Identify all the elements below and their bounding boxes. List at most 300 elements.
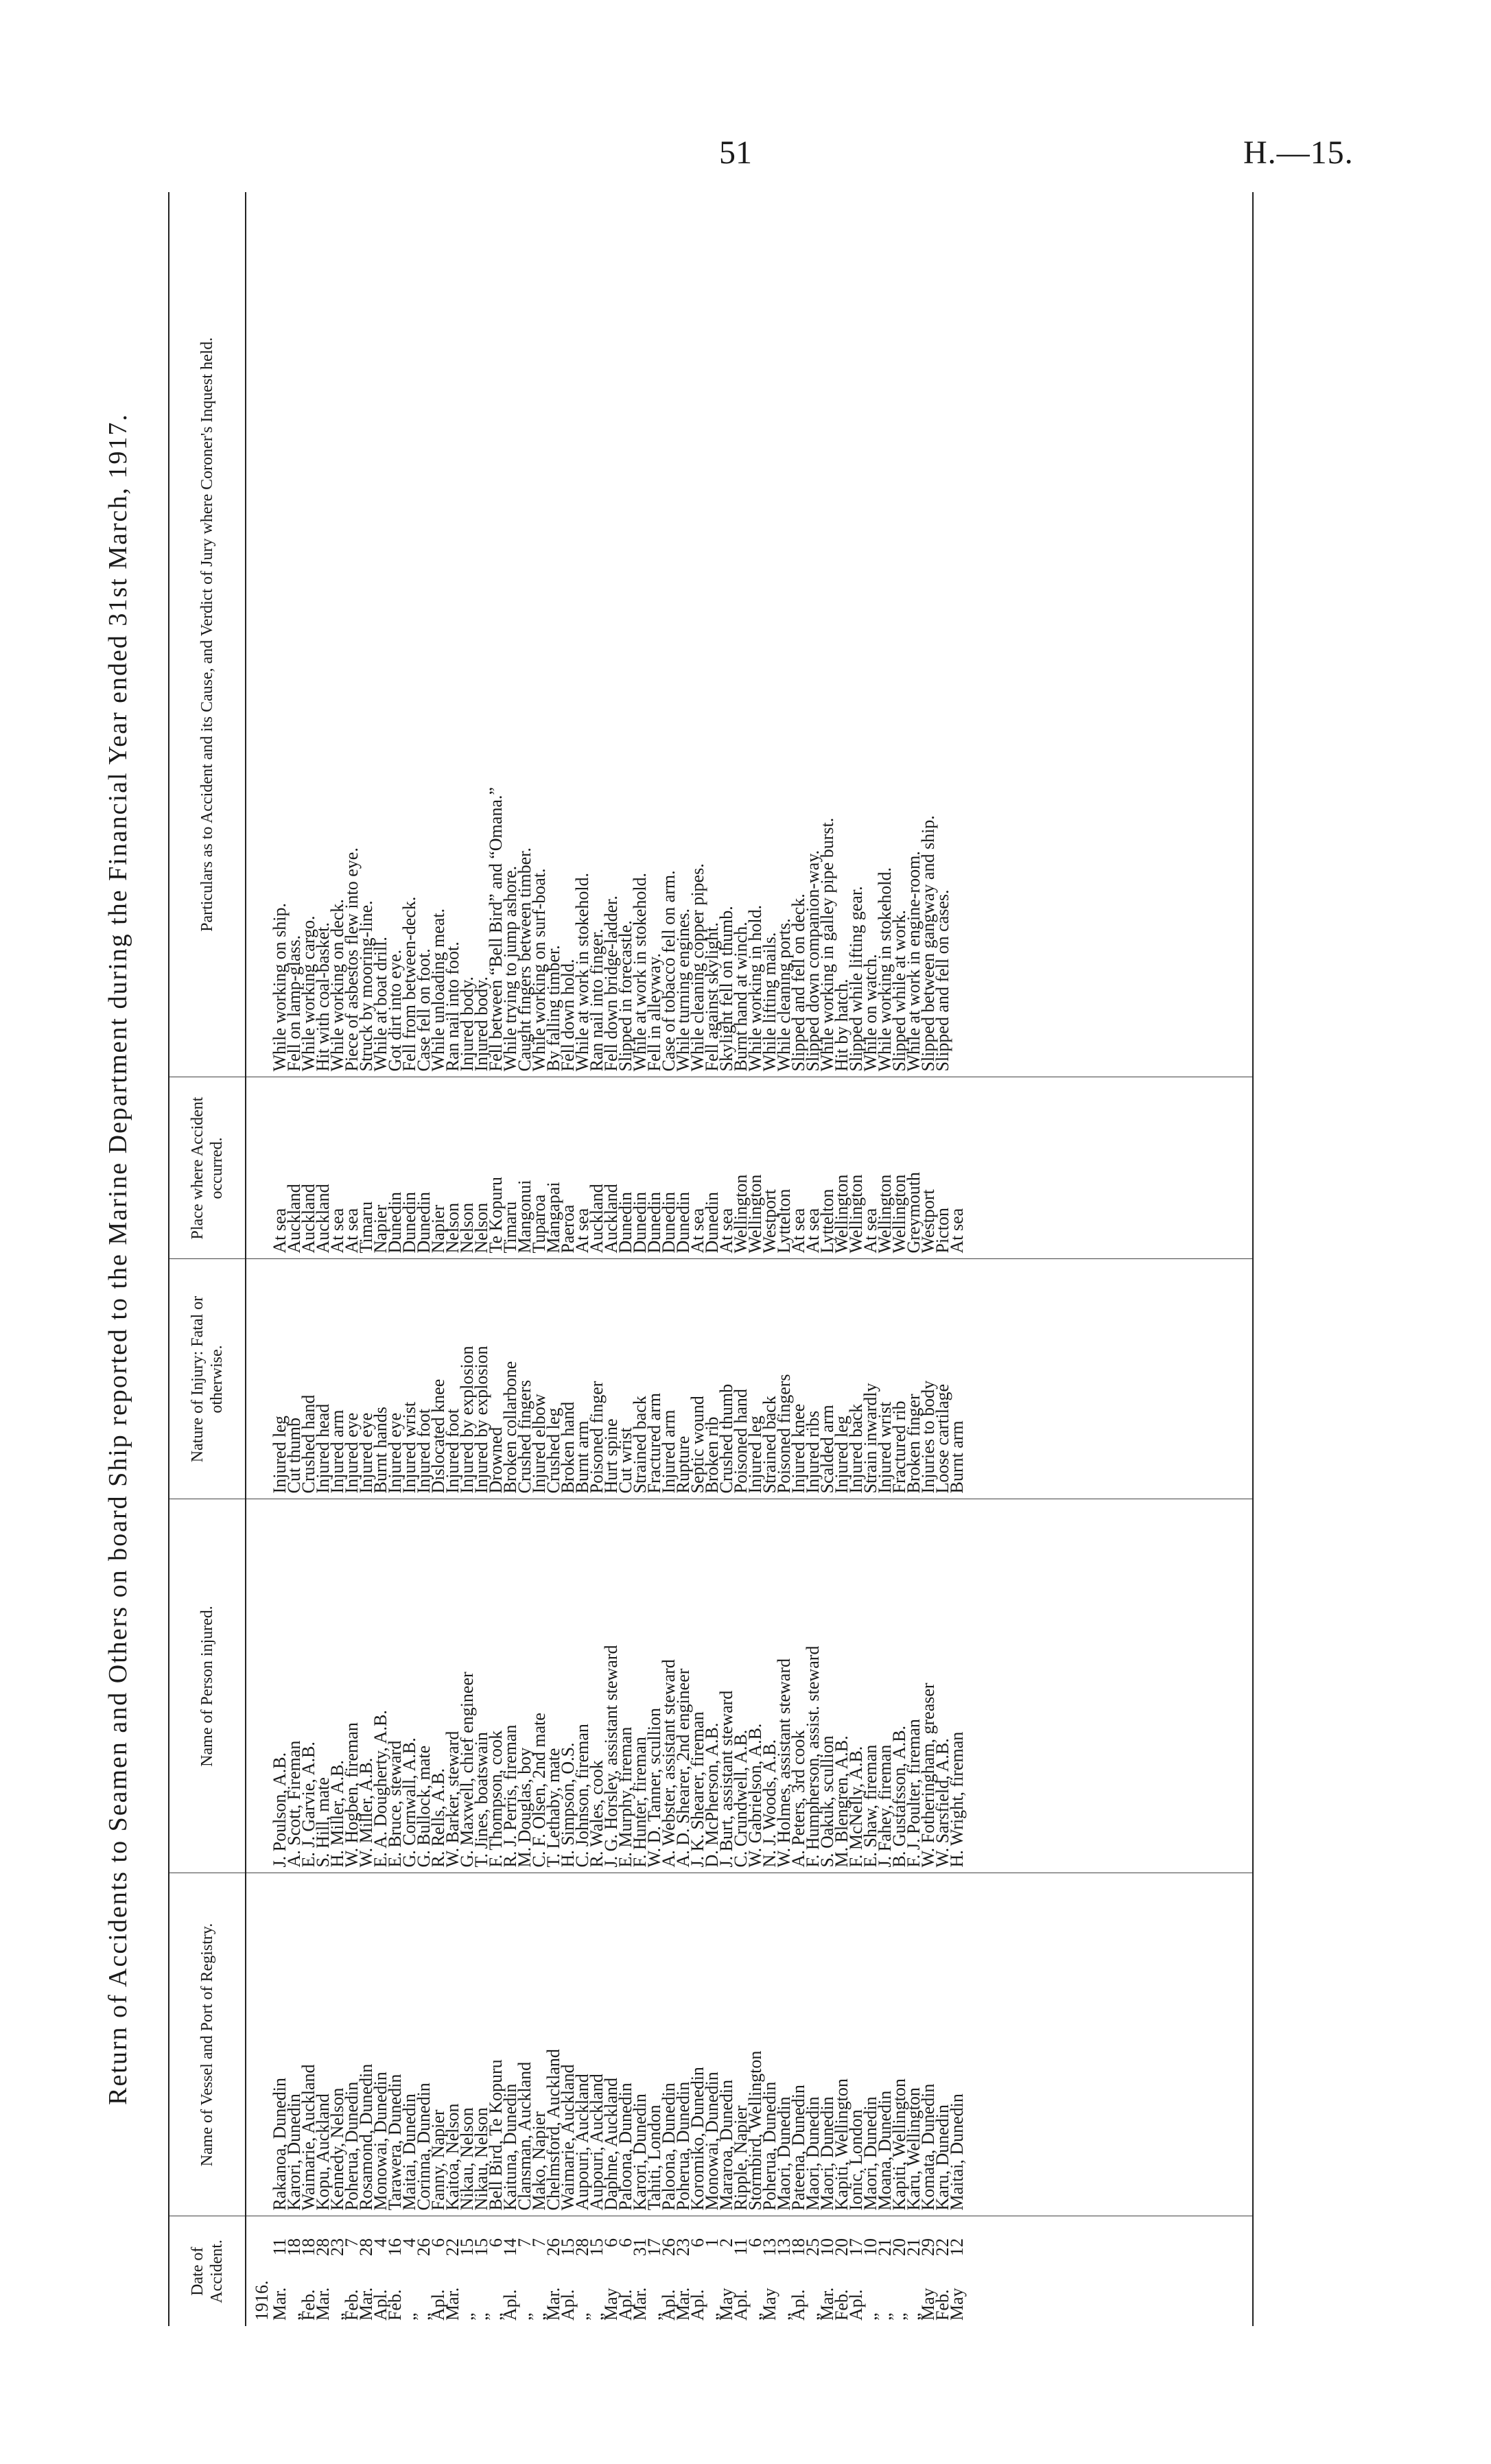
particulars-cell: While working in hold. <box>748 192 762 1077</box>
table-row <box>719 192 733 2326</box>
month-value: Apl. <box>371 2289 390 2321</box>
table-row <box>777 192 791 2326</box>
nature-cell: Drowned <box>489 1259 503 1499</box>
nature-cell: Injured eye <box>344 1259 359 1499</box>
place-cell: Dunedin <box>402 1077 416 1259</box>
table-bottom-rule <box>964 192 1253 2326</box>
particulars-cell: Hit by hatch. <box>834 192 849 1077</box>
place-cell: Greymouth <box>906 1077 921 1259</box>
table-row <box>388 192 402 2326</box>
vessel-cell: Poherua, Dunedin <box>762 1873 777 2216</box>
table-row <box>849 192 863 2326</box>
table-row <box>690 192 705 2326</box>
nature-cell: Broken collarbone <box>503 1259 517 1499</box>
person-cell: W. Barker, steward <box>445 1499 460 1873</box>
vessel-cell: Fanny, Napier <box>431 1873 445 2216</box>
page-number: 51 <box>719 134 752 171</box>
particulars-cell: Fell between “Bell Bird” and “Omana.” <box>489 192 503 1077</box>
nature-cell: Poisoned finger <box>589 1259 604 1499</box>
day-value: 18 <box>788 2238 808 2256</box>
particulars-cell: While turning engines. <box>676 192 690 1077</box>
day-value: 6 <box>486 2238 506 2247</box>
place-cell: Dunedin <box>633 1077 647 1259</box>
day-value: 28 <box>572 2238 592 2256</box>
place-cell: Tuparoa <box>532 1077 546 1259</box>
nature-cell: Cut thumb <box>287 1259 301 1499</box>
day-value: 14 <box>500 2238 520 2256</box>
person-cell: W. Fotheringham, greaser <box>921 1499 935 1873</box>
particulars-cell: While at work in stokehold. <box>575 192 589 1077</box>
nature-cell: Burnt arm <box>575 1259 589 1499</box>
vessel-cell: Kopu, Auckland <box>316 1873 330 2216</box>
nature-cell: Injured eye <box>359 1259 373 1499</box>
nature-cell: Injured foot <box>445 1259 460 1499</box>
place-cell: Dunedin <box>705 1077 719 1259</box>
month-value: „ <box>875 2312 895 2321</box>
table-row <box>416 192 431 2326</box>
day-value: 21 <box>875 2238 895 2256</box>
nature-cell: Crushed fingers <box>517 1259 532 1499</box>
table-row <box>344 192 359 2326</box>
person-cell: G. Bullock, mate <box>416 1499 431 1873</box>
table-row <box>892 192 906 2326</box>
table-row <box>359 192 373 2326</box>
day-value: 28 <box>356 2238 376 2256</box>
person-cell: C. Johnson, fireman <box>575 1499 589 1873</box>
month-value: Mar. <box>630 2287 650 2321</box>
year-row <box>246 192 272 2326</box>
rotated-return-table <box>103 192 1379 2326</box>
place-cell: Napier <box>373 1077 388 1259</box>
month-value: „ <box>904 2312 924 2321</box>
header-person: Name of Person injured. <box>169 1499 246 1873</box>
month-value: „ <box>889 2312 909 2321</box>
month-value: Apl. <box>659 2289 679 2321</box>
day-value: 16 <box>385 2238 405 2256</box>
particulars-cell: Slipped and fell on deck. <box>791 192 806 1077</box>
month-value: May <box>601 2288 621 2321</box>
day-value: 15 <box>471 2238 491 2256</box>
month-value: Apl. <box>558 2289 578 2321</box>
place-cell: Wellington <box>748 1077 762 1259</box>
table-row <box>935 192 950 2326</box>
particulars-cell: By falling timber. <box>546 192 561 1077</box>
place-cell: Wellington <box>878 1077 892 1259</box>
table-row <box>806 192 820 2326</box>
day-value: 4 <box>399 2238 419 2247</box>
month-value: Feb. <box>832 2289 852 2321</box>
particulars-cell: Slipped and fell on cases. <box>935 192 950 1077</box>
person-cell: W. Sarsfield, A.B. <box>935 1499 950 1873</box>
place-cell: Dunedin <box>618 1077 633 1259</box>
vessel-cell: Poherua, Dunedin <box>676 1873 690 2216</box>
place-cell: At sea <box>330 1077 344 1259</box>
person-cell: M. Douglas, boy <box>517 1499 532 1873</box>
page-title: Return of Accidents to Seamen and Others on board Ship reported to the Marine Department during the Financial Year ended 31st March, 1917. <box>104 413 132 2105</box>
place-cell: Wellington <box>733 1077 748 1259</box>
nature-cell: Fractured arm <box>647 1259 661 1499</box>
table-row <box>373 192 388 2326</box>
table-row <box>791 192 806 2326</box>
vessel-cell: Aupouri, Auckland <box>589 1873 604 2216</box>
vessel-cell: Kaitoa, Nelson <box>445 1873 460 2216</box>
place-cell: Nelson <box>460 1077 474 1259</box>
month-value: „ <box>572 2312 592 2321</box>
date-cell <box>947 2216 967 2326</box>
day-value: 12 <box>947 2238 967 2256</box>
day-value: 2 <box>716 2238 736 2247</box>
month-value: „ <box>414 2312 434 2321</box>
particulars-cell: Fell from between-deck. <box>402 192 416 1077</box>
month-value: Apl. <box>846 2289 866 2321</box>
vessel-cell: Maitai, Dunedin <box>402 1873 416 2216</box>
person-cell: B. Gustafsson, A.B. <box>892 1499 906 1873</box>
person-cell: C. F. Olsen, 2nd mate <box>532 1499 546 1873</box>
table-row <box>661 192 676 2326</box>
particulars-cell: While unloading meat. <box>431 192 445 1077</box>
header-date: Date of Accident. <box>169 2216 246 2326</box>
table-row <box>705 192 719 2326</box>
vessel-cell: Aupouri, Auckland <box>575 1873 589 2216</box>
table-row <box>863 192 878 2326</box>
header-place: Place where Accident occurred. <box>169 1077 246 1259</box>
particulars-cell: While at work in engine-room. <box>906 192 921 1077</box>
particulars-cell: Slipped between gangway and ship. <box>921 192 935 1077</box>
vessel-cell: Monowai, Dunedin <box>705 1873 719 2216</box>
particulars-cell: Injured body. <box>460 192 474 1077</box>
date-cell <box>399 2216 419 2326</box>
table-row <box>748 192 762 2326</box>
date-cell <box>558 2216 578 2326</box>
particulars-cell: Slipped down companion-way. <box>806 192 820 1077</box>
table-row <box>316 192 330 2326</box>
particulars-cell: Fell against skylight. <box>705 192 719 1077</box>
vessel-cell: Ripple, Napier <box>733 1873 748 2216</box>
person-cell: A. Scott, Fireman <box>287 1499 301 1873</box>
date-cell <box>788 2216 808 2326</box>
day-value: 13 <box>774 2238 794 2256</box>
header-row <box>169 192 246 2326</box>
nature-cell: Strained back <box>762 1259 777 1499</box>
particulars-cell: Caught fingers between timber. <box>517 192 532 1077</box>
particulars-cell: While at work in stokehold. <box>633 192 647 1077</box>
person-cell: S. Hill, mate <box>316 1499 330 1873</box>
date-cell <box>875 2216 895 2326</box>
date-cell <box>313 2216 333 2326</box>
day-value: 7 <box>342 2238 362 2247</box>
month-value: „ <box>745 2312 765 2321</box>
table-row <box>272 192 287 2326</box>
vessel-cell: Karori, Dunedin <box>633 1873 647 2216</box>
place-cell: Auckland <box>301 1077 316 1259</box>
day-value: 10 <box>860 2238 880 2256</box>
month-value: „ <box>486 2312 506 2321</box>
month-value: Mar. <box>313 2287 333 2321</box>
table-row <box>287 192 301 2326</box>
day-value: 13 <box>760 2238 779 2256</box>
place-cell: Mangapai <box>546 1077 561 1259</box>
person-cell: F. Thompson, cook <box>489 1499 503 1873</box>
particulars-cell: While working in galley pipe burst. <box>820 192 834 1077</box>
vessel-cell: Pateena, Dunedin <box>791 1873 806 2216</box>
particulars-cell: Injured body. <box>474 192 489 1077</box>
place-cell: At sea <box>863 1077 878 1259</box>
vessel-cell: Maori, Dunedin <box>820 1873 834 2216</box>
nature-cell: Dislocated knee <box>431 1259 445 1499</box>
vessel-cell: Maori, Dunedin <box>806 1873 820 2216</box>
month-value: „ <box>644 2312 664 2321</box>
day-value: 17 <box>846 2238 866 2256</box>
month-value: „ <box>860 2312 880 2321</box>
vessel-cell: Waimarie, Auckland <box>561 1873 575 2216</box>
nature-cell: Injuries to body <box>921 1259 935 1499</box>
place-cell: Lyttelton <box>777 1077 791 1259</box>
day-value: 7 <box>515 2238 535 2247</box>
place-cell: Wellington <box>834 1077 849 1259</box>
person-cell: R. Wales, cook <box>589 1499 604 1873</box>
day-value: 17 <box>644 2238 664 2256</box>
particulars-cell: Burnt hand at winch. <box>733 192 748 1077</box>
nature-cell: Injured ribs <box>806 1259 820 1499</box>
date-cell <box>457 2216 477 2326</box>
person-cell: J. Fahey, fireman <box>878 1499 892 1873</box>
month-value: Mar. <box>356 2287 376 2321</box>
date-cell <box>515 2216 535 2326</box>
person-cell: F. J. Poulter, fireman <box>906 1499 921 1873</box>
nature-cell: Broken finger <box>906 1259 921 1499</box>
person-cell: G. Maxwell, chief engineer <box>460 1499 474 1873</box>
month-value: Apl. <box>688 2289 707 2321</box>
day-value: 26 <box>543 2238 563 2256</box>
place-cell: At sea <box>806 1077 820 1259</box>
day-value: 22 <box>932 2238 952 2256</box>
date-cell <box>762 2216 777 2326</box>
table-row <box>431 192 445 2326</box>
nature-cell: Injured leg <box>272 1259 287 1499</box>
date-cell <box>860 2216 880 2326</box>
day-value: 22 <box>443 2238 462 2256</box>
place-cell: At sea <box>272 1077 287 1259</box>
date-cell <box>690 2216 705 2326</box>
particulars-cell: While working on surf-boat. <box>532 192 546 1077</box>
person-cell: D. McPherson, A.B. <box>705 1499 719 1873</box>
table-row <box>950 192 964 2326</box>
table-row <box>517 192 532 2326</box>
place-cell: Wellington <box>892 1077 906 1259</box>
table-row <box>604 192 618 2326</box>
person-cell: S. Oakuk, scullion <box>820 1499 834 1873</box>
date-cell <box>731 2216 751 2326</box>
vessel-cell: Monowai, Dunedin <box>373 1873 388 2216</box>
day-value: 31 <box>630 2238 650 2256</box>
vessel-cell: Karori, Dunedin <box>287 1873 301 2216</box>
table-row <box>921 192 935 2326</box>
date-cell <box>270 2216 290 2326</box>
day-value: 18 <box>284 2238 304 2256</box>
vessel-cell: Mako, Napier <box>532 1873 546 2216</box>
nature-cell: Crushed hand <box>301 1259 316 1499</box>
person-cell: H. Miller, A.B. <box>330 1499 344 1873</box>
nature-cell: Injured wrist <box>878 1259 892 1499</box>
person-cell: E. Murphy, fireman <box>618 1499 633 1873</box>
person-cell: J. Burt, assistant steward <box>719 1499 733 1873</box>
person-cell: A. Webster, assistant steward <box>661 1499 676 1873</box>
day-value: 20 <box>832 2238 852 2256</box>
nature-cell: Crushed thumb <box>719 1259 733 1499</box>
vessel-cell: Koromiko, Dunedin <box>690 1873 705 2216</box>
vessel-cell: Komata, Dunedin <box>921 1873 935 2216</box>
vessel-cell: Karu, Wellington <box>906 1873 921 2216</box>
nature-cell: Broken rib <box>705 1259 719 1499</box>
month-value: Mar. <box>443 2287 462 2321</box>
month-value: „ <box>327 2312 347 2321</box>
vessel-cell: Ionic, London <box>849 1873 863 2216</box>
date-cell <box>630 2216 650 2326</box>
place-cell: Timaru <box>503 1077 517 1259</box>
person-cell: E. J. Garvie, A.B. <box>301 1499 316 1873</box>
place-cell: Dunedin <box>416 1077 431 1259</box>
header-vessel: Name of Vessel and Port of Registry. <box>169 1873 246 2216</box>
particulars-cell: While working in stokehold. <box>878 192 892 1077</box>
day-value: 20 <box>889 2238 909 2256</box>
day-value: 7 <box>529 2238 549 2247</box>
vessel-cell: Bell Bird, Te Kopuru <box>489 1873 503 2216</box>
place-cell: Auckland <box>287 1077 301 1259</box>
person-cell: H. Wright, fireman <box>950 1499 964 1873</box>
person-cell: N. J. Woods, A.B. <box>762 1499 777 1873</box>
particulars-cell: While cleaning copper pipes. <box>690 192 705 1077</box>
month-value: Feb. <box>932 2289 952 2321</box>
vessel-cell: Kapiti, Wellington <box>834 1873 849 2216</box>
place-cell: Auckland <box>589 1077 604 1259</box>
month-value: Mar. <box>817 2287 837 2321</box>
nature-cell: Injured eye <box>388 1259 402 1499</box>
person-cell: H. Simpson, O.S. <box>561 1499 575 1873</box>
table-row <box>762 192 777 2326</box>
nature-cell: Hurt spine <box>604 1259 618 1499</box>
vessel-cell: Maori, Dunedin <box>777 1873 791 2216</box>
date-cell <box>846 2216 866 2326</box>
nature-cell: Injured back <box>849 1259 863 1499</box>
day-value: 26 <box>659 2238 679 2256</box>
month-value: „ <box>587 2312 607 2321</box>
month-value: Feb. <box>385 2289 405 2321</box>
particulars-cell: While trying to jump ashore. <box>503 192 517 1077</box>
place-cell: At sea <box>690 1077 705 1259</box>
month-value: „ <box>529 2312 549 2321</box>
vessel-cell: Clansman, Auckland <box>517 1873 532 2216</box>
place-cell: Dunedin <box>647 1077 661 1259</box>
vessel-cell: Corinna, Dunedin <box>416 1873 431 2216</box>
month-value: Apl. <box>615 2289 635 2321</box>
day-value: 15 <box>587 2238 607 2256</box>
place-cell: Te Kopuru <box>489 1077 503 1259</box>
person-cell: W. D. Tanner, scullion <box>647 1499 661 1873</box>
vessel-cell: Maori, Dunedin <box>863 1873 878 2216</box>
table-row <box>820 192 834 2326</box>
day-value: 15 <box>457 2238 477 2256</box>
particulars-cell: Fell in alleyway. <box>647 192 661 1077</box>
particulars-cell: Fell on lamp-glass. <box>287 192 301 1077</box>
month-value: Apl. <box>788 2289 808 2321</box>
vessel-cell: Nikau, Nelson <box>474 1873 489 2216</box>
person-cell: E. A. Dougherty, A.B. <box>373 1499 388 1873</box>
date-cell <box>445 2216 460 2326</box>
nature-cell: Broken hand <box>561 1259 575 1499</box>
day-value: 23 <box>673 2238 693 2256</box>
vessel-cell: Moana, Dunedin <box>878 1873 892 2216</box>
place-cell: At sea <box>791 1077 806 1259</box>
vessel-cell: Rosamond, Dunedin <box>359 1873 373 2216</box>
nature-cell: Crushed leg <box>546 1259 561 1499</box>
particulars-cell: Case of tobacco fell on arm. <box>661 192 676 1077</box>
particulars-cell: Hit with coal-basket. <box>316 192 330 1077</box>
place-cell: At sea <box>950 1077 964 1259</box>
vessel-cell: Waimarie, Auckland <box>301 1873 316 2216</box>
vessel-cell: Chelmsford, Auckland <box>546 1873 561 2216</box>
particulars-cell: While cleaning ports. <box>777 192 791 1077</box>
particulars-cell: Got dirt into eye. <box>388 192 402 1077</box>
table-row <box>474 192 489 2326</box>
place-cell: Wellington <box>849 1077 863 1259</box>
nature-cell: Burnt arm <box>950 1259 964 1499</box>
particulars-cell: While working cargo. <box>301 192 316 1077</box>
person-cell: T. Lethaby, mate <box>546 1499 561 1873</box>
place-cell: At sea <box>344 1077 359 1259</box>
person-cell: F. Hunter, fireman <box>633 1499 647 1873</box>
vessel-cell: Mararoa, Dunedin <box>719 1873 733 2216</box>
month-value: May <box>947 2288 967 2321</box>
day-value: 6 <box>615 2238 635 2247</box>
place-cell: Dunedin <box>661 1077 676 1259</box>
month-value: Mar. <box>543 2287 563 2321</box>
vessel-cell: Rakanoa, Dunedin <box>272 1873 287 2216</box>
nature-cell: Strained back <box>633 1259 647 1499</box>
table-row <box>546 192 561 2326</box>
place-cell: At sea <box>719 1077 733 1259</box>
particulars-cell: Skylight fell on thumb. <box>719 192 733 1077</box>
person-cell: J. Poulson, A.B. <box>272 1499 287 1873</box>
date-cell <box>500 2216 520 2326</box>
day-value: 18 <box>298 2238 318 2256</box>
nature-cell: Rupture <box>676 1259 690 1499</box>
place-cell: Westport <box>762 1077 777 1259</box>
day-value: 6 <box>428 2238 448 2247</box>
month-value: Apl. <box>500 2289 520 2321</box>
accident-table <box>168 192 1254 2326</box>
vessel-cell: Kennedy, Nelson <box>330 1873 344 2216</box>
month-value: Mar. <box>270 2287 290 2321</box>
person-cell: E. Bruce, steward <box>388 1499 402 1873</box>
table-row <box>906 192 921 2326</box>
day-value: 1 <box>702 2238 722 2247</box>
nature-cell: Injured arm <box>330 1259 344 1499</box>
person-cell: F. McNelly, A.B. <box>849 1499 863 1873</box>
particulars-cell: Ran nail into foot. <box>445 192 460 1077</box>
header-particulars: Particulars as to Accident and its Cause, and Verdict of Jury where Coroner's Inquest held. <box>169 192 246 1077</box>
vessel-cell: Stormbird, Wellington <box>748 1873 762 2216</box>
nature-cell: Burnt hands <box>373 1259 388 1499</box>
date-cell <box>889 2216 909 2326</box>
month-value: May <box>918 2288 938 2321</box>
vessel-cell: Kaituna, Dunedin <box>503 1873 517 2216</box>
month-value: Apl. <box>731 2289 751 2321</box>
day-value: 4 <box>371 2238 390 2247</box>
table-row <box>489 192 503 2326</box>
day-value: 29 <box>918 2238 938 2256</box>
table-row <box>633 192 647 2326</box>
nature-cell: Injured leg <box>834 1259 849 1499</box>
